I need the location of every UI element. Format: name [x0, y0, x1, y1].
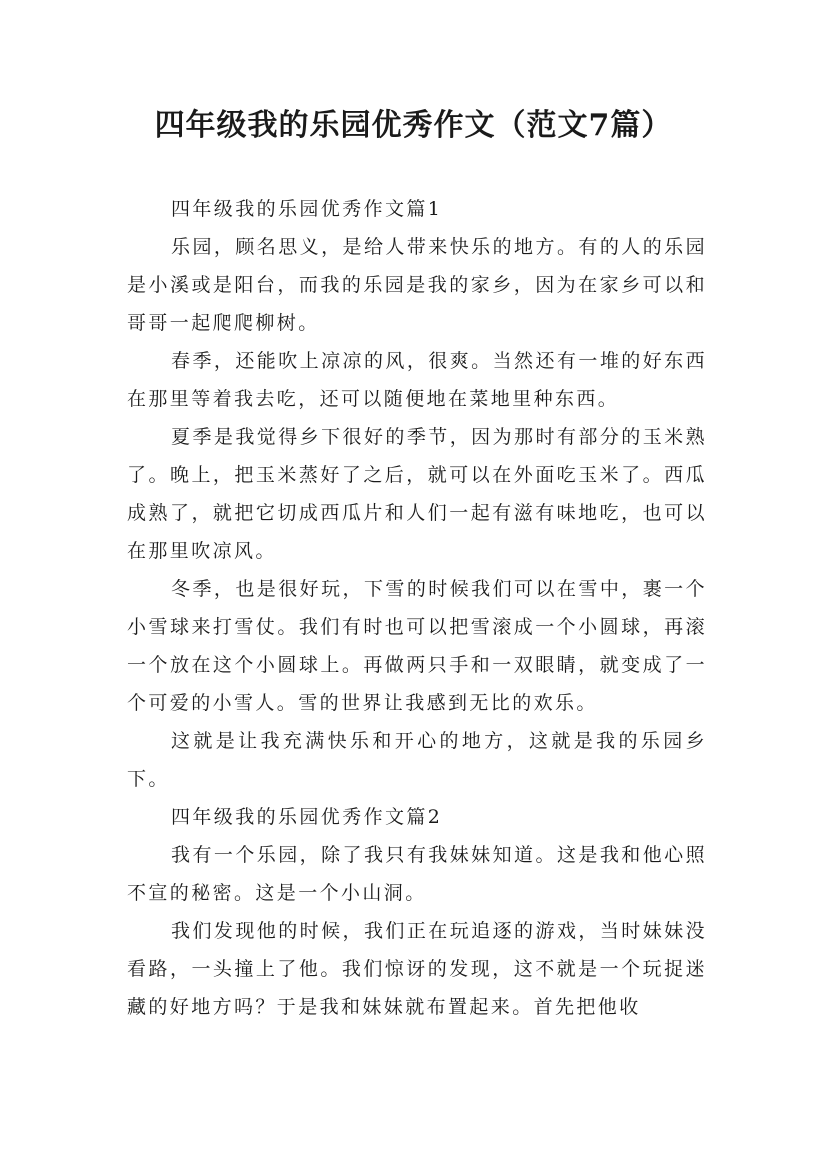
paragraph: 我有一个乐园，除了我只有我妹妹知道。这是我和他心照不宣的秘密。这是一个小山洞。	[127, 844, 707, 904]
paragraph: 这就是让我充满快乐和开心的地方，这就是我的乐园乡下。	[127, 730, 707, 790]
document-title: 四年级我的乐园优秀作文（范文7篇）	[154, 108, 673, 143]
paragraph: 我们发现他的时候，我们正在玩追逐的游戏，当时妹妹没看路，一头撞上了他。我们惊讶的发现，这不就是一个玩捉迷藏的好地方吗？于是我和妹妹就布置起来。首先把他收	[127, 920, 707, 1018]
paragraph: 春季，还能吹上凉凉的风，很爽。当然还有一堆的好东西在那里等着我去吃，还可以随便地在菜地里种东西。	[127, 350, 707, 410]
paragraph: 冬季，也是很好玩，下雪的时候我们可以在雪中，裹一个小雪球来打雪仗。我们有时也可以把雪滚成一个小圆球，再滚一个放在这个小圆球上。再做两只手和一双眼睛，就变成了一个可爱的小雪人。雪的世界让我感到无比的欢乐。	[127, 578, 707, 714]
paragraph: 夏季是我觉得乡下很好的季节，因为那时有部分的玉米熟了。晚上，把玉米蒸好了之后，就可以在外面吃玉米了。西瓜成熟了，就把它切成西瓜片和人们一起有滋有味地吃，也可以在那里吹凉风。	[127, 426, 707, 562]
document-body	[127, 190, 707, 1026]
section-heading-1: 四年级我的乐园优秀作文篇1	[171, 198, 443, 220]
section-heading-2: 四年级我的乐园优秀作文篇2	[171, 806, 443, 828]
paragraph: 乐园，顾名思义，是给人带来快乐的地方。有的人的乐园是小溪或是阳台，而我的乐园是我的家乡，因为在家乡可以和哥哥一起爬爬柳树。	[127, 236, 707, 334]
